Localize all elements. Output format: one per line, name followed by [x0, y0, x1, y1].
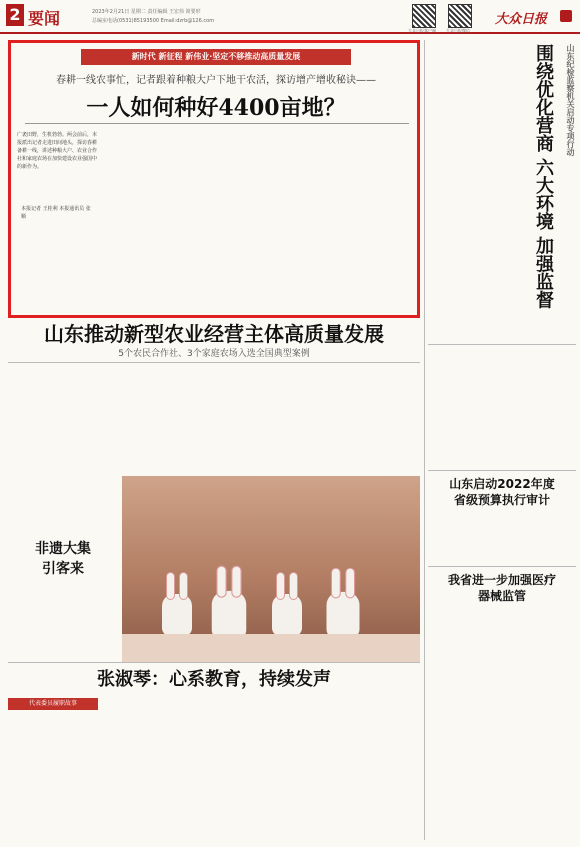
- story2-column-3: [216, 366, 314, 472]
- feature-column-3: [263, 127, 337, 313]
- story2-headline[interactable]: 山东推动新型农业经营主体高质量发展: [44, 322, 384, 346]
- divider: [428, 566, 576, 567]
- side-story-body: [8, 580, 118, 660]
- story-a-body: [430, 512, 574, 562]
- section-title: 要闻: [28, 9, 61, 28]
- divider: [25, 123, 409, 124]
- story2-column-4: [320, 366, 418, 472]
- divider: [8, 362, 420, 363]
- qr-code-icon[interactable]: [448, 4, 472, 28]
- column-divider: [424, 40, 425, 840]
- rabbit-figure: [327, 592, 360, 638]
- story-b-body: [430, 608, 574, 840]
- story3-column-1: [8, 714, 108, 842]
- rabbit-lantern-photo: [122, 476, 420, 662]
- divider: [428, 344, 576, 345]
- feature-credit: 本报记者 王桂利 本报通讯员 张 顺: [21, 206, 91, 220]
- side-title-line1: 非遗大集: [35, 541, 91, 557]
- feature-column-1: [103, 127, 177, 313]
- right-vertical-subhead: 山东纪检监察机关启动专项行动: [566, 44, 576, 156]
- page-number: 2: [6, 4, 24, 26]
- story3-column-3: [216, 694, 316, 842]
- right-story-body: [430, 44, 528, 340]
- qr2-label: 大众日报微信: [446, 28, 470, 33]
- qr1-label: 大众日报客户端: [408, 28, 436, 33]
- rabbit-figure: [212, 591, 247, 639]
- newspaper-logo: 大众日报: [495, 12, 548, 27]
- masthead-info: [92, 8, 214, 26]
- feature-banner: 新时代 新征程 新伟业·坚定不移推动高质量发展: [81, 49, 351, 65]
- story3-column-4: [320, 694, 420, 842]
- feature-headline[interactable]: 一人如何种好4400亩地？: [86, 95, 346, 121]
- story3-tag: 代表委员履职故事: [8, 698, 98, 710]
- feature-column-2: [183, 127, 257, 313]
- photo-foreground: [122, 634, 420, 662]
- masthead-contact-line: 总编室电话(0531)85193500 Email:dzrb@126.com: [92, 18, 215, 24]
- story-b-headline[interactable]: 我省进一步加强医疗器械监管: [448, 573, 557, 603]
- masthead-date-line: 2023年2月21日 星期二 责任编辑 王宏伟 简要形: [92, 9, 201, 15]
- side-story-title[interactable]: [8, 538, 118, 578]
- story3-headline[interactable]: 张淑琴：心系教育，持续发声: [97, 669, 331, 690]
- story3-column-2: [112, 694, 212, 842]
- right-vertical-headline[interactable]: 围绕优化营商 六大环境 加强监督: [533, 44, 554, 309]
- feature-column-4: [343, 127, 417, 313]
- story-a-headline[interactable]: 山东启动2022年度省级预算执行审计: [449, 477, 555, 507]
- story2-column-2: [112, 366, 210, 472]
- rabbit-figure: [162, 594, 192, 636]
- feature-article[interactable]: [8, 40, 420, 318]
- logo-seal-icon: [560, 10, 572, 22]
- qr-code-icon[interactable]: [412, 4, 436, 28]
- feature-kicker: 春耕一线农事忙，记者跟着种粮大户下地干农活，探访增产增收秘诀——: [56, 75, 376, 86]
- story2-subhead: 5个农民合作社、3个家庭农场入选全国典型案例: [118, 349, 310, 359]
- divider: [428, 470, 576, 471]
- right-story-continued: [430, 350, 574, 468]
- divider: [8, 662, 420, 663]
- rabbit-figure: [272, 594, 302, 636]
- feature-lead: 广袤田野，生机勃勃。两会前后，本报派出记者走进田间地头，探访春耕备耕一线，讲述种粮大户、农业合作社和家庭农场在加快建设农业强国中的新作为。: [17, 132, 98, 170]
- side-title-line2: 引客来: [42, 561, 84, 577]
- story2-column-1: [8, 366, 106, 472]
- masthead: [0, 0, 580, 34]
